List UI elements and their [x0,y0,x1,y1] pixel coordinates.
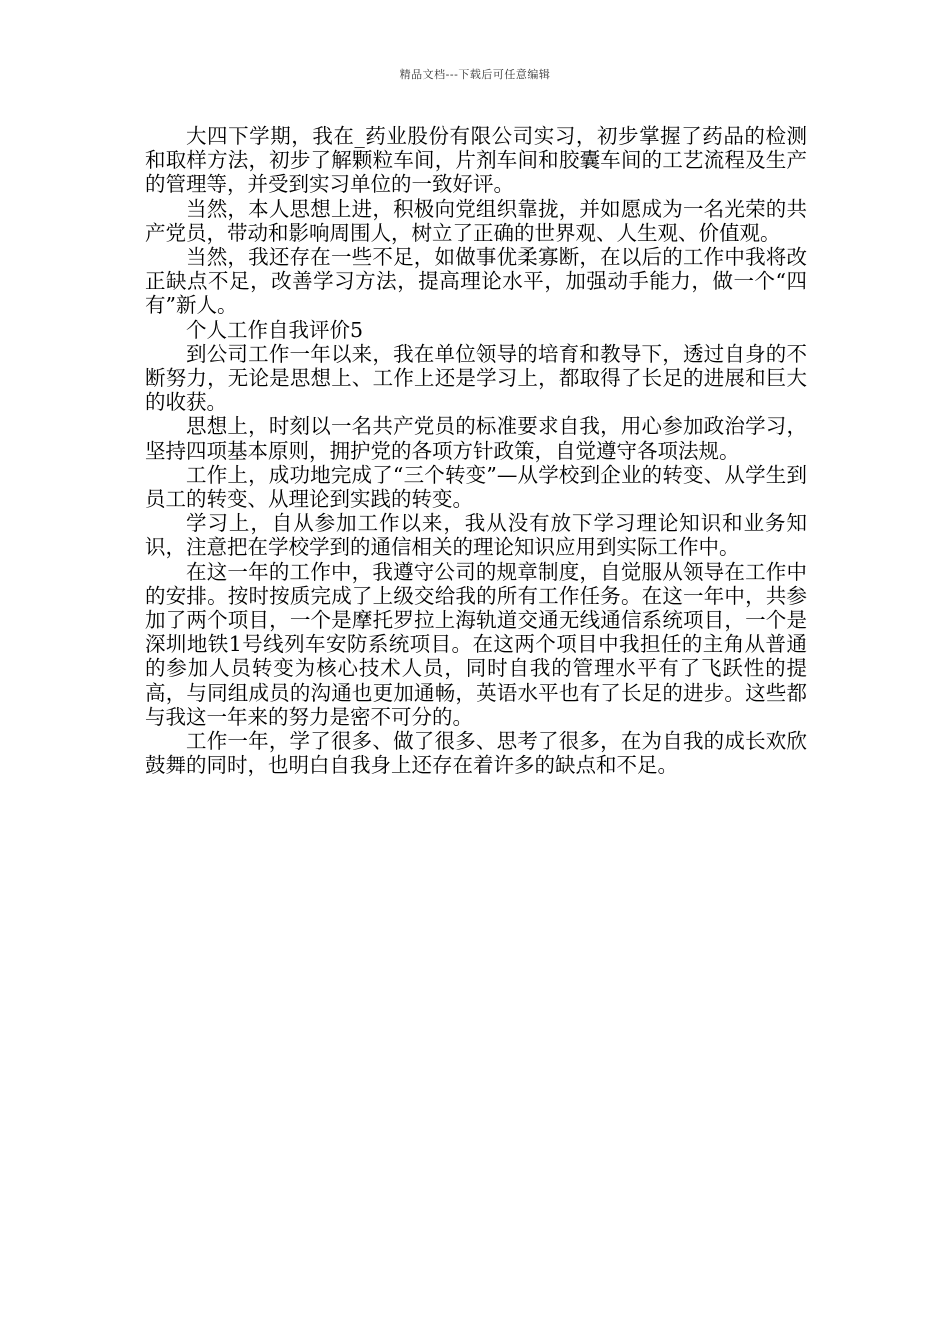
document-body [145,124,807,777]
paragraph-work-transitions: 工作上，成功地完成了“三个转变”—从学校到企业的转变、从学生到员工的转变、从理论到实践的转变。 [145,462,807,512]
paragraph-party-member: 当然，本人思想上进，积极向党组织靠拢，并如愿成为一名光荣的共产党员，带动和影响周围人，树立了正确的世界观、人生观、价值观。 [145,196,807,245]
paragraph-ideology: 思想上，时刻以一名共产党员的标准要求自我，用心参加政治学习，坚持四项基本原则，拥护党的各项方针政策，自觉遵守各项法规。 [145,414,807,463]
paragraph-internship: 大四下学期，我在_药业股份有限公司实习，初步掌握了药品的检测和取样方法，初步了解颗粒车间，片剂车间和胶囊车间的工艺流程及生产的管理等，并受到实习单位的一致好评。 [145,124,807,197]
paragraph-study: 学习上，自从参加工作以来，我从没有放下学习理论知识和业务知识，注意把在学校学到的通信相关的理论知识应用到实际工作中。 [145,511,807,560]
paragraph-conclusion: 工作一年，学了很多、做了很多、思考了很多，在为自我的成长欢欣鼓舞的同时，也明白自我身上还存在着许多的缺点和不足。 [145,729,807,778]
section-heading: 个人工作自我评价5 [186,317,364,342]
paragraph-projects: 在这一年的工作中，我遵守公司的规章制度，自觉服从领导在工作中的安排。按时按质完成了上级交给我的所有工作任务。在这一年中，共参加了两个项目，一个是摩托罗拉上海轨道交通无线通信系统项目，一个是深圳地铁1号线列车安防系统项目。在这两个项目中我担任的主角从普通的参加人员转变为核心技术人员，同时自我的管理水平有了飞跃性的提高，与同组成员的沟通也更加通畅，英语水平也有了长足的进步。这些都与我这一年来的努力是密不可分的。 [145,559,807,729]
paragraph-shortcomings: 当然，我还存在一些不足，如做事优柔寡断，在以后的工作中我将改正缺点不足，改善学习方法，提高理论水平，加强动手能力，做一个“四有”新人。 [145,245,807,318]
paragraph-one-year-intro: 到公司工作一年以来，我在单位领导的培育和教导下，透过自身的不断努力，无论是思想上、工作上还是学习上，都取得了长足的进展和巨大的收获。 [145,341,807,415]
page-header: 精品文档---下载后可任意编辑 [399,68,551,81]
